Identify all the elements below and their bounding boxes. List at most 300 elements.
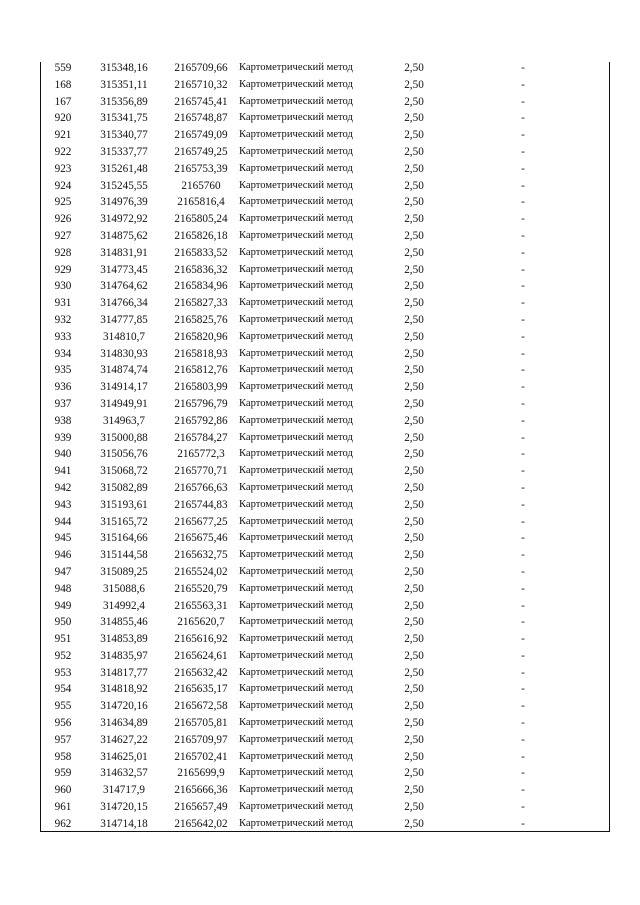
accuracy-cell: 2,50 bbox=[404, 767, 424, 780]
table-row bbox=[41, 665, 609, 682]
table-row bbox=[41, 245, 609, 262]
point-number-cell: 953 bbox=[54, 666, 72, 679]
method-cell: Картометрический метод bbox=[239, 145, 353, 157]
note-cell: - bbox=[521, 397, 525, 410]
point-number-cell: 959 bbox=[54, 767, 72, 780]
point-number-cell: 962 bbox=[54, 817, 72, 830]
accuracy-cell: 2,50 bbox=[404, 498, 424, 511]
accuracy-cell: 2,50 bbox=[404, 633, 424, 646]
note-cell: - bbox=[521, 649, 525, 662]
accuracy-cell: 2,50 bbox=[404, 330, 424, 343]
y-coordinate-cell: 2165699,9 bbox=[177, 767, 225, 780]
accuracy-cell: 2,50 bbox=[404, 414, 424, 427]
note-cell: - bbox=[521, 465, 525, 478]
table-row bbox=[41, 715, 609, 732]
note-cell: - bbox=[521, 549, 525, 562]
x-coordinate-cell: 315340,77 bbox=[100, 129, 148, 142]
y-coordinate-cell: 2165748,87 bbox=[174, 112, 228, 125]
x-coordinate-cell: 314764,62 bbox=[100, 280, 148, 293]
y-coordinate-cell: 2165632,75 bbox=[174, 549, 228, 562]
x-coordinate-cell: 315245,55 bbox=[100, 179, 148, 192]
note-cell: - bbox=[521, 616, 525, 629]
y-coordinate-cell: 2165705,81 bbox=[174, 717, 228, 730]
table-row bbox=[41, 799, 609, 816]
accuracy-cell: 2,50 bbox=[404, 313, 424, 326]
x-coordinate-cell: 314625,01 bbox=[100, 750, 148, 763]
x-coordinate-cell: 314830,93 bbox=[100, 347, 148, 360]
point-number-cell: 936 bbox=[54, 381, 72, 394]
point-number-cell: 923 bbox=[54, 162, 72, 175]
method-cell: Картометрический метод bbox=[239, 801, 353, 813]
y-coordinate-cell: 2165749,25 bbox=[174, 145, 228, 158]
point-number-cell: 957 bbox=[54, 733, 72, 746]
y-coordinate-cell: 2165635,17 bbox=[174, 683, 228, 696]
note-cell: - bbox=[521, 246, 525, 259]
note-cell: - bbox=[521, 313, 525, 326]
y-coordinate-cell: 2165642,02 bbox=[174, 817, 228, 830]
x-coordinate-cell: 315089,25 bbox=[100, 565, 148, 578]
y-coordinate-cell: 2165803,99 bbox=[174, 381, 228, 394]
y-coordinate-cell: 2165744,83 bbox=[174, 498, 228, 511]
note-cell: - bbox=[521, 750, 525, 763]
point-number-cell: 934 bbox=[54, 347, 72, 360]
accuracy-cell: 2,50 bbox=[404, 649, 424, 662]
x-coordinate-cell: 314976,39 bbox=[100, 196, 148, 209]
method-cell: Картометрический метод bbox=[239, 364, 353, 376]
accuracy-cell: 2,50 bbox=[404, 162, 424, 175]
x-coordinate-cell: 314874,74 bbox=[100, 364, 148, 377]
table-row bbox=[41, 312, 609, 329]
method-cell: Картометрический метод bbox=[239, 297, 353, 309]
method-cell: Картометрический метод bbox=[239, 381, 353, 393]
note-cell: - bbox=[521, 229, 525, 242]
method-cell: Картометрический метод bbox=[239, 397, 353, 409]
table-row bbox=[41, 194, 609, 211]
accuracy-cell: 2,50 bbox=[404, 515, 424, 528]
y-coordinate-cell: 2165784,27 bbox=[174, 431, 228, 444]
x-coordinate-cell: 314855,46 bbox=[100, 616, 148, 629]
accuracy-cell: 2,50 bbox=[404, 381, 424, 394]
point-number-cell: 920 bbox=[54, 112, 72, 125]
note-cell: - bbox=[521, 431, 525, 444]
method-cell: Картометрический метод bbox=[239, 448, 353, 460]
table-row bbox=[41, 765, 609, 782]
note-cell: - bbox=[521, 565, 525, 578]
accuracy-cell: 2,50 bbox=[404, 582, 424, 595]
point-number-cell: 951 bbox=[54, 633, 72, 646]
x-coordinate-cell: 314992,4 bbox=[103, 599, 145, 612]
accuracy-cell: 2,50 bbox=[404, 297, 424, 310]
method-cell: Картометрический метод bbox=[239, 498, 353, 510]
method-cell: Картометрический метод bbox=[239, 683, 353, 695]
table-row bbox=[41, 614, 609, 631]
y-coordinate-cell: 2165836,32 bbox=[174, 263, 228, 276]
point-number-cell: 942 bbox=[54, 481, 72, 494]
note-cell: - bbox=[521, 515, 525, 528]
accuracy-cell: 2,50 bbox=[404, 448, 424, 461]
note-cell: - bbox=[521, 801, 525, 814]
method-cell: Картометрический метод bbox=[239, 95, 353, 107]
table-row bbox=[41, 530, 609, 547]
method-cell: Картометрический метод bbox=[239, 431, 353, 443]
method-cell: Картометрический метод bbox=[239, 112, 353, 124]
point-number-cell: 946 bbox=[54, 549, 72, 562]
point-number-cell: 167 bbox=[54, 95, 72, 108]
note-cell: - bbox=[521, 817, 525, 830]
accuracy-cell: 2,50 bbox=[404, 784, 424, 797]
x-coordinate-cell: 314720,15 bbox=[100, 801, 148, 814]
note-cell: - bbox=[521, 213, 525, 226]
coordinates-table bbox=[41, 60, 609, 833]
accuracy-cell: 2,50 bbox=[404, 95, 424, 108]
accuracy-cell: 2,50 bbox=[404, 347, 424, 360]
note-cell: - bbox=[521, 112, 525, 125]
note-cell: - bbox=[521, 78, 525, 91]
note-cell: - bbox=[521, 381, 525, 394]
method-cell: Картометрический метод bbox=[239, 78, 353, 90]
table-row bbox=[41, 782, 609, 799]
table-row bbox=[41, 77, 609, 94]
note-cell: - bbox=[521, 666, 525, 679]
method-cell: Картометрический метод bbox=[239, 213, 353, 225]
table-row bbox=[41, 631, 609, 648]
method-cell: Картометрический метод bbox=[239, 62, 353, 73]
point-number-cell: 926 bbox=[54, 213, 72, 226]
note-cell: - bbox=[521, 297, 525, 310]
y-coordinate-cell: 2165749,09 bbox=[174, 129, 228, 142]
note-cell: - bbox=[521, 129, 525, 142]
point-number-cell: 955 bbox=[54, 700, 72, 713]
table-row bbox=[41, 547, 609, 564]
note-cell: - bbox=[521, 330, 525, 343]
note-cell: - bbox=[521, 633, 525, 646]
x-coordinate-cell: 314831,91 bbox=[100, 246, 148, 259]
x-coordinate-cell: 315341,75 bbox=[100, 112, 148, 125]
y-coordinate-cell: 2165524,02 bbox=[174, 565, 228, 578]
x-coordinate-cell: 315000,88 bbox=[100, 431, 148, 444]
x-coordinate-cell: 314634,89 bbox=[100, 717, 148, 730]
y-coordinate-cell: 2165624,61 bbox=[174, 649, 228, 662]
note-cell: - bbox=[521, 263, 525, 276]
method-cell: Картометрический метод bbox=[239, 649, 353, 661]
table-row bbox=[41, 211, 609, 228]
x-coordinate-cell: 314714,18 bbox=[100, 817, 148, 830]
point-number-cell: 921 bbox=[54, 129, 72, 142]
y-coordinate-cell: 2165792,86 bbox=[174, 414, 228, 427]
note-cell: - bbox=[521, 717, 525, 730]
y-coordinate-cell: 2165632,42 bbox=[174, 666, 228, 679]
method-cell: Картометрический метод bbox=[239, 717, 353, 729]
note-cell: - bbox=[521, 498, 525, 511]
accuracy-cell: 2,50 bbox=[404, 481, 424, 494]
x-coordinate-cell: 314949,91 bbox=[100, 397, 148, 410]
table-row bbox=[41, 228, 609, 245]
method-cell: Картометрический метод bbox=[239, 263, 353, 275]
table-row bbox=[41, 480, 609, 497]
table-row bbox=[41, 295, 609, 312]
table-row bbox=[41, 446, 609, 463]
y-coordinate-cell: 2165772,3 bbox=[177, 448, 225, 461]
point-number-cell: 948 bbox=[54, 582, 72, 595]
accuracy-cell: 2,50 bbox=[404, 263, 424, 276]
table-row bbox=[41, 362, 609, 379]
note-cell: - bbox=[521, 599, 525, 612]
point-number-cell: 559 bbox=[54, 62, 72, 74]
y-coordinate-cell: 2165770,71 bbox=[174, 465, 228, 478]
note-cell: - bbox=[521, 414, 525, 427]
x-coordinate-cell: 314627,22 bbox=[100, 733, 148, 746]
x-coordinate-cell: 314632,57 bbox=[100, 767, 148, 780]
table-row bbox=[41, 278, 609, 295]
accuracy-cell: 2,50 bbox=[404, 565, 424, 578]
note-cell: - bbox=[521, 196, 525, 209]
accuracy-cell: 2,50 bbox=[404, 599, 424, 612]
table-row bbox=[41, 94, 609, 111]
point-number-cell: 950 bbox=[54, 616, 72, 629]
method-cell: Картометрический метод bbox=[239, 129, 353, 141]
accuracy-cell: 2,50 bbox=[404, 750, 424, 763]
x-coordinate-cell: 315164,66 bbox=[100, 532, 148, 545]
point-number-cell: 168 bbox=[54, 78, 72, 91]
accuracy-cell: 2,50 bbox=[404, 431, 424, 444]
note-cell: - bbox=[521, 582, 525, 595]
point-number-cell: 940 bbox=[54, 448, 72, 461]
y-coordinate-cell: 2165753,39 bbox=[174, 162, 228, 175]
table-row bbox=[41, 396, 609, 413]
note-cell: - bbox=[521, 481, 525, 494]
y-coordinate-cell: 2165820,96 bbox=[174, 330, 228, 343]
y-coordinate-cell: 2165666,36 bbox=[174, 784, 228, 797]
y-coordinate-cell: 2165616,92 bbox=[174, 633, 228, 646]
point-number-cell: 949 bbox=[54, 599, 72, 612]
point-number-cell: 922 bbox=[54, 145, 72, 158]
table-row bbox=[41, 732, 609, 749]
x-coordinate-cell: 314853,89 bbox=[100, 633, 148, 646]
accuracy-cell: 2,50 bbox=[404, 280, 424, 293]
note-cell: - bbox=[521, 733, 525, 746]
y-coordinate-cell: 2165675,46 bbox=[174, 532, 228, 545]
note-cell: - bbox=[521, 162, 525, 175]
point-number-cell: 947 bbox=[54, 565, 72, 578]
table-row bbox=[41, 161, 609, 178]
point-number-cell: 925 bbox=[54, 196, 72, 209]
note-cell: - bbox=[521, 364, 525, 377]
x-coordinate-cell: 315351,11 bbox=[100, 78, 148, 91]
point-number-cell: 935 bbox=[54, 364, 72, 377]
x-coordinate-cell: 315337,77 bbox=[100, 145, 148, 158]
point-number-cell: 928 bbox=[54, 246, 72, 259]
table-row bbox=[41, 60, 609, 77]
accuracy-cell: 2,50 bbox=[404, 683, 424, 696]
table-row bbox=[41, 514, 609, 531]
table-row bbox=[41, 178, 609, 195]
note-cell: - bbox=[521, 767, 525, 780]
x-coordinate-cell: 314963,7 bbox=[103, 414, 145, 427]
y-coordinate-cell: 2165825,76 bbox=[174, 313, 228, 326]
coordinates-table-body bbox=[41, 60, 609, 833]
table-row bbox=[41, 430, 609, 447]
point-number-cell: 939 bbox=[54, 431, 72, 444]
point-number-cell: 924 bbox=[54, 179, 72, 192]
point-number-cell: 927 bbox=[54, 229, 72, 242]
accuracy-cell: 2,50 bbox=[404, 465, 424, 478]
y-coordinate-cell: 2165760 bbox=[181, 179, 221, 192]
y-coordinate-cell: 2165620,7 bbox=[177, 616, 225, 629]
x-coordinate-cell: 315144,58 bbox=[100, 549, 148, 562]
note-cell: - bbox=[521, 280, 525, 293]
y-coordinate-cell: 2165818,93 bbox=[174, 347, 228, 360]
method-cell: Картометрический метод bbox=[239, 196, 353, 208]
note-cell: - bbox=[521, 448, 525, 461]
note-cell: - bbox=[521, 700, 525, 713]
accuracy-cell: 2,50 bbox=[404, 733, 424, 746]
point-number-cell: 932 bbox=[54, 313, 72, 326]
method-cell: Картометрический метод bbox=[239, 515, 353, 527]
x-coordinate-cell: 315068,72 bbox=[100, 465, 148, 478]
accuracy-cell: 2,50 bbox=[404, 616, 424, 629]
x-coordinate-cell: 315261,48 bbox=[100, 162, 148, 175]
note-cell: - bbox=[521, 179, 525, 192]
point-number-cell: 938 bbox=[54, 414, 72, 427]
accuracy-cell: 2,50 bbox=[404, 666, 424, 679]
x-coordinate-cell: 314914,17 bbox=[100, 381, 148, 394]
accuracy-cell: 2,50 bbox=[404, 213, 424, 226]
table-row bbox=[41, 463, 609, 480]
table-row bbox=[41, 497, 609, 514]
accuracy-cell: 2,50 bbox=[404, 246, 424, 259]
accuracy-cell: 2,50 bbox=[404, 801, 424, 814]
x-coordinate-cell: 315056,76 bbox=[100, 448, 148, 461]
point-number-cell: 937 bbox=[54, 397, 72, 410]
method-cell: Картометрический метод bbox=[239, 599, 353, 611]
point-number-cell: 956 bbox=[54, 717, 72, 730]
point-number-cell: 931 bbox=[54, 297, 72, 310]
note-cell: - bbox=[521, 683, 525, 696]
method-cell: Картометрический метод bbox=[239, 465, 353, 477]
method-cell: Картометрический метод bbox=[239, 179, 353, 191]
y-coordinate-cell: 2165702,41 bbox=[174, 750, 228, 763]
accuracy-cell: 2,50 bbox=[404, 196, 424, 209]
table-row bbox=[41, 564, 609, 581]
table-row bbox=[41, 127, 609, 144]
point-number-cell: 952 bbox=[54, 649, 72, 662]
table-row bbox=[41, 413, 609, 430]
table-row bbox=[41, 144, 609, 161]
method-cell: Картометрический метод bbox=[239, 633, 353, 645]
method-cell: Картометрический метод bbox=[239, 347, 353, 359]
table-row bbox=[41, 262, 609, 279]
point-number-cell: 958 bbox=[54, 750, 72, 763]
point-number-cell: 930 bbox=[54, 280, 72, 293]
accuracy-cell: 2,50 bbox=[404, 62, 424, 74]
x-coordinate-cell: 315356,89 bbox=[100, 95, 148, 108]
method-cell: Картометрический метод bbox=[239, 666, 353, 678]
point-number-cell: 933 bbox=[54, 330, 72, 343]
table-row bbox=[41, 749, 609, 766]
table-row bbox=[41, 648, 609, 665]
note-cell: - bbox=[521, 62, 525, 74]
note-cell: - bbox=[521, 145, 525, 158]
y-coordinate-cell: 2165710,32 bbox=[174, 78, 228, 91]
point-number-cell: 929 bbox=[54, 263, 72, 276]
y-coordinate-cell: 2165709,97 bbox=[174, 733, 228, 746]
method-cell: Картометрический метод bbox=[239, 481, 353, 493]
y-coordinate-cell: 2165745,41 bbox=[174, 95, 228, 108]
method-cell: Картометрический метод bbox=[239, 162, 353, 174]
point-number-cell: 961 bbox=[54, 801, 72, 814]
method-cell: Картометрический метод bbox=[239, 313, 353, 325]
table-row bbox=[41, 698, 609, 715]
y-coordinate-cell: 2165520,79 bbox=[174, 582, 228, 595]
table-row bbox=[41, 581, 609, 598]
table-row bbox=[41, 681, 609, 698]
method-cell: Картометрический метод bbox=[239, 565, 353, 577]
x-coordinate-cell: 314810,7 bbox=[103, 330, 145, 343]
accuracy-cell: 2,50 bbox=[404, 817, 424, 830]
accuracy-cell: 2,50 bbox=[404, 700, 424, 713]
note-cell: - bbox=[521, 532, 525, 545]
x-coordinate-cell: 315193,61 bbox=[100, 498, 148, 511]
table-row bbox=[41, 346, 609, 363]
y-coordinate-cell: 2165657,49 bbox=[174, 801, 228, 814]
point-number-cell: 944 bbox=[54, 515, 72, 528]
table-row bbox=[41, 816, 609, 833]
x-coordinate-cell: 314766,34 bbox=[100, 297, 148, 310]
x-coordinate-cell: 314817,77 bbox=[100, 666, 148, 679]
x-coordinate-cell: 314818,92 bbox=[100, 683, 148, 696]
note-cell: - bbox=[521, 95, 525, 108]
x-coordinate-cell: 314875,62 bbox=[100, 229, 148, 242]
y-coordinate-cell: 2165833,52 bbox=[174, 246, 228, 259]
y-coordinate-cell: 2165766,63 bbox=[174, 481, 228, 494]
method-cell: Картометрический метод bbox=[239, 582, 353, 594]
note-cell: - bbox=[521, 784, 525, 797]
table-row bbox=[41, 110, 609, 127]
x-coordinate-cell: 314777,85 bbox=[100, 313, 148, 326]
y-coordinate-cell: 2165827,33 bbox=[174, 297, 228, 310]
accuracy-cell: 2,50 bbox=[404, 145, 424, 158]
table-row bbox=[41, 598, 609, 615]
method-cell: Картометрический метод bbox=[239, 280, 353, 292]
accuracy-cell: 2,50 bbox=[404, 78, 424, 91]
x-coordinate-cell: 314720,16 bbox=[100, 700, 148, 713]
y-coordinate-cell: 2165826,18 bbox=[174, 229, 228, 242]
x-coordinate-cell: 315348,16 bbox=[100, 62, 148, 74]
method-cell: Картометрический метод bbox=[239, 414, 353, 426]
method-cell: Картометрический метод bbox=[239, 750, 353, 762]
x-coordinate-cell: 314835,97 bbox=[100, 649, 148, 662]
method-cell: Картометрический метод bbox=[239, 229, 353, 241]
method-cell: Картометрический метод bbox=[239, 817, 353, 829]
y-coordinate-cell: 2165805,24 bbox=[174, 213, 228, 226]
method-cell: Картометрический метод bbox=[239, 616, 353, 628]
point-number-cell: 960 bbox=[54, 784, 72, 797]
y-coordinate-cell: 2165677,25 bbox=[174, 515, 228, 528]
method-cell: Картометрический метод bbox=[239, 733, 353, 745]
note-cell: - bbox=[521, 347, 525, 360]
accuracy-cell: 2,50 bbox=[404, 179, 424, 192]
method-cell: Картометрический метод bbox=[239, 700, 353, 712]
y-coordinate-cell: 2165563,31 bbox=[174, 599, 228, 612]
accuracy-cell: 2,50 bbox=[404, 397, 424, 410]
accuracy-cell: 2,50 bbox=[404, 549, 424, 562]
x-coordinate-cell: 315088,6 bbox=[103, 582, 145, 595]
table-border-right bbox=[609, 62, 610, 832]
y-coordinate-cell: 2165796,79 bbox=[174, 397, 228, 410]
x-coordinate-cell: 314717,9 bbox=[103, 784, 145, 797]
point-number-cell: 941 bbox=[54, 465, 72, 478]
method-cell: Картометрический метод bbox=[239, 767, 353, 779]
